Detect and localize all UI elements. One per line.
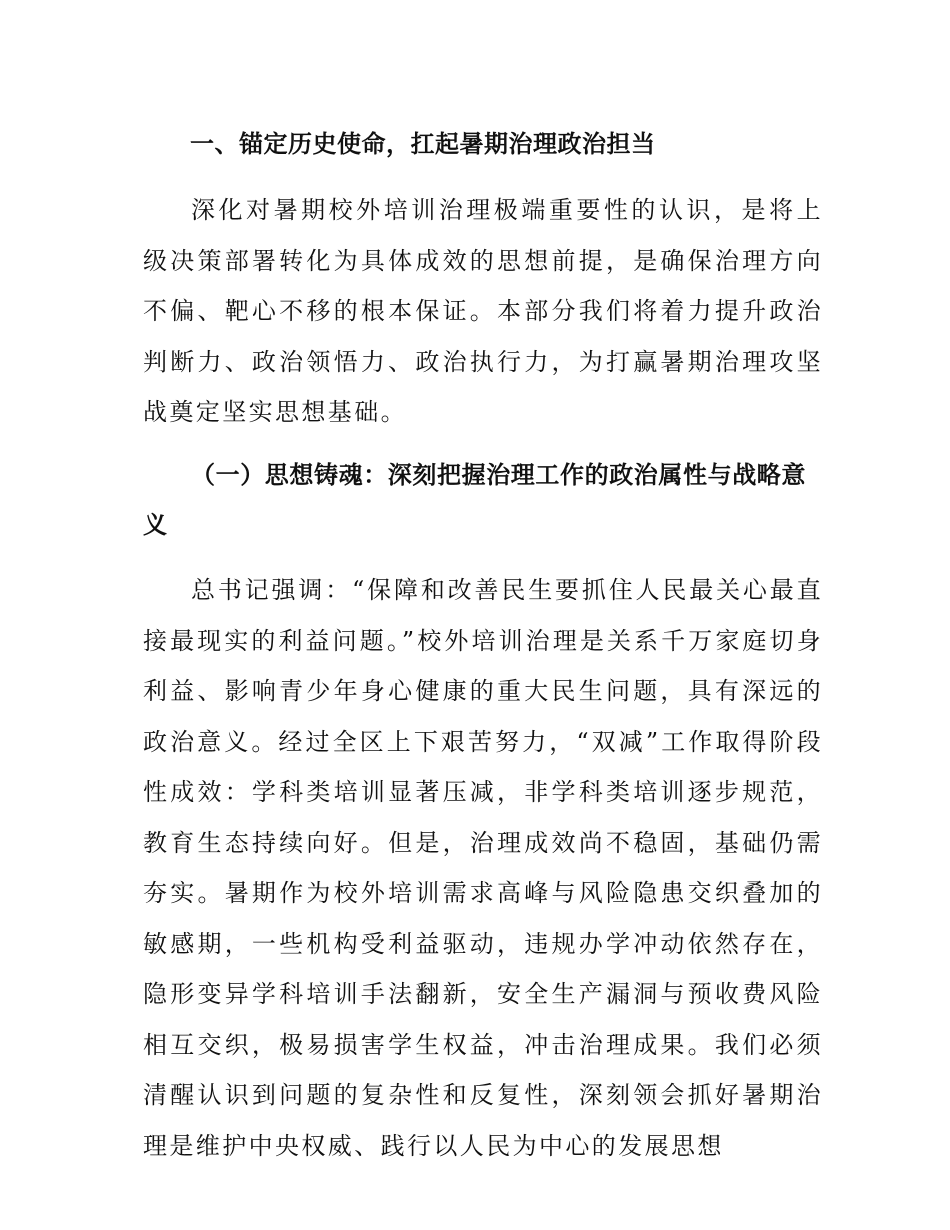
section-heading: 一、锚定历史使命，扛起暑期治理政治担当: [190, 130, 656, 158]
intro-paragraph: 深化对暑期校外培训治理极端重要性的认识，是将上级决策部署转化为具体成效的思想前提，是确保治理方向不偏、靶心不移的根本保证。本部分我们将着力提升政治判断力、政治领悟力、政治执行力，为打赢暑期治理攻坚战奠定坚实思想基础。: [143, 196, 823, 426]
body-paragraph: 总书记强调：“保障和改善民生要抓住人民最关心最直接最现实的利益问题。”校外培训治理是关系千万家庭切身利益、影响青少年身心健康的重大民生问题，具有深远的政治意义。经过全区上下艰苦努力，“双减”工作取得阶段性成效：学科类培训显著压减，非学科类培训逐步规范，教育生态持续向好。但是，治理成效尚不稳固，基础仍需夯实。暑期作为校外培训需求高峰与风险隐患交织叠加的敏感期，一些机构受利益驱动，违规办学冲动依然存在，隐形变异学科培训手法翻新，安全生产漏洞与预收费风险相互交织，极易损害学生权益，冲击治理成果。我们必须清醒认识到问题的复杂性和反复性，深刻领会抓好暑期治理是维护中央权威、践行以人民为中心的发展思想: [143, 576, 823, 1160]
subsection-heading: （一）思想铸魂：深刻把握治理工作的政治属性与战略意义: [143, 461, 806, 539]
